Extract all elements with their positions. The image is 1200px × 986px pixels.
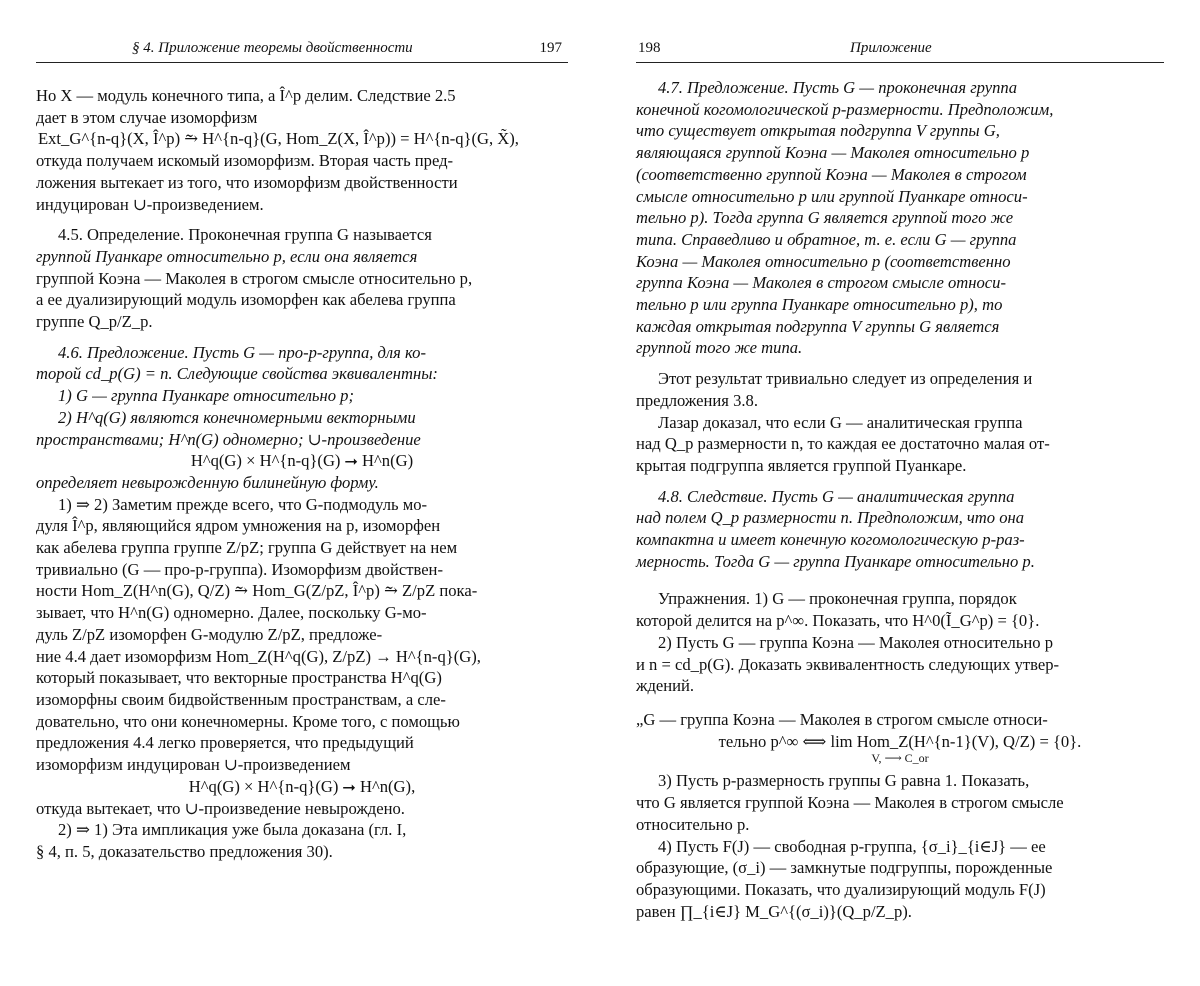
text-line: 4) Пусть F(J) — свободная p-группа, {σ_i}_{i∈J} — ее xyxy=(658,836,1046,856)
right-page-number: 198 xyxy=(638,40,661,56)
text-line: тривиально (G — про-p-группа). Изоморфизм двойствен- xyxy=(36,559,443,579)
text-line: Но X — модуль конечного типа, а Î^p делим. Следствие 2.5 xyxy=(36,86,456,105)
text-line: каждая открытая подгруппа V группы G является xyxy=(636,316,1000,336)
text-line: дает в этом случае изоморфизм xyxy=(36,107,258,127)
text-line: как абелева группа группе Z/pZ; группа G действует на нем xyxy=(36,538,458,558)
right-body xyxy=(636,77,1164,922)
text-line: образующими. Показать, что дуализирующий модуль F(J) xyxy=(636,879,1046,899)
text-line: Этот результат тривиально следует из определения и xyxy=(658,369,1033,389)
text-line: и n = cd_p(G). Доказать эквивалентность следующих утвер- xyxy=(636,654,1060,674)
corollary-heading: 4.8. Следствие. Пусть G — аналитическая группа xyxy=(658,486,1015,506)
right-header-title: Приложение xyxy=(850,40,932,56)
formula: H^q(G) × H^{n-q}(G) ⭢ H^n(G), xyxy=(188,776,416,796)
formula-subscript: V, ⟶ C_or xyxy=(871,751,929,766)
text-line: ложения вытекает из того, что изоморфизм двойственности xyxy=(36,172,458,192)
text-line: группе Q_p/Z_p. xyxy=(36,312,153,332)
text-line: 2) ⇒ 1) Эта импликация уже была доказана (гл. I, xyxy=(58,820,407,840)
text-line: торой cd_p(G) = n. Следующие свойства эквивалентны: xyxy=(36,364,438,384)
text-line: что G является группой Коэна — Маколея в строгом смысле xyxy=(636,793,1064,813)
definition-heading: 4.5. Определение. Проконечная группа G называется xyxy=(58,225,432,245)
formula: H^q(G) × H^{n-q}(G) ⭢ H^n(G) xyxy=(190,451,414,471)
proposition-heading: 4.6. Предложение. Пусть G — про-p-группа, для ко- xyxy=(58,342,426,362)
text-line: определяет невырожденную билинейную форму. xyxy=(36,472,379,492)
right-running-head xyxy=(636,32,1164,63)
text-line: ности Hom_Z(H^n(G), Q/Z) ⥲ Hom_G(Z/pZ, Î^p) ⥲ Z/pZ пока- xyxy=(36,581,478,601)
text-line: типа. Справедливо и обратное, т. е. если G — группа xyxy=(636,229,1017,249)
text-line: группой Коэна — Маколея в строгом смысле относительно p, xyxy=(36,268,473,288)
text-line: „G — группа Коэна — Маколея в строгом смысле относи- xyxy=(636,709,1048,729)
text-line: 3) Пусть p-размерность группы G равна 1. Показать, xyxy=(658,771,1030,791)
text-line: что существует открытая подгруппа V группы G, xyxy=(636,121,1000,141)
text-line: Лазар доказал, что если G — аналитическая группа xyxy=(658,412,1023,432)
text-line: предложения 3.8. xyxy=(636,390,758,410)
text-line: компактна и имеет конечную когомологическую p-раз- xyxy=(636,530,1025,550)
text-line: над Q_p размерности n, то каждая ее достаточно малая от- xyxy=(636,434,1050,454)
left-body xyxy=(36,85,568,863)
text-line: изоморфизм индуцирован ∪-произведением xyxy=(36,755,351,775)
text-line: пространствами; H^n(G) одномерно; ∪-произведение xyxy=(36,429,421,449)
text-line: дуль Z/pZ изоморфен G-модулю Z/pZ, предложе- xyxy=(36,624,383,644)
left-page xyxy=(36,0,568,863)
text-line: а ее дуализирующий модуль изоморфен как абелева группа xyxy=(36,290,456,310)
text-line: равен ∏_{i∈J} M_G^{(σ_i)}(Q_p/Z_p). xyxy=(636,901,912,921)
right-page xyxy=(636,0,1164,922)
text-line: группой того же типа. xyxy=(636,338,803,358)
left-running-head xyxy=(36,32,568,63)
text-line: смысле относительно p или группой Пуанкаре относи- xyxy=(636,186,1028,206)
text-line: которой делится на p^∞. Показать, что H^0(Ĩ_G^p) = {0}. xyxy=(636,611,1040,631)
text-line: 2) H^q(G) являются конечномерными векторными xyxy=(58,407,416,427)
text-line: относительно p. xyxy=(636,814,750,834)
text-line: тельно p). Тогда группа G является группой того же xyxy=(636,208,1014,228)
formula: тельно p^∞ ⟺ lim Hom_Z(H^{n-1}(V), Q/Z) = {0}. xyxy=(718,731,1082,751)
text-line: (соответственно группой Коэна — Маколея в строгом xyxy=(636,164,1027,184)
text-line: ждений. xyxy=(636,676,695,696)
text-line: откуда вытекает, что ∪-произведение невырождено. xyxy=(36,798,405,818)
text-line: являющаяся группой Коэна — Маколея относительно p xyxy=(636,143,1030,163)
text-line: крытая подгруппа является группой Пуанкаре. xyxy=(636,455,967,475)
text-line: 1) G — группа Пуанкаре относительно p; xyxy=(58,386,354,406)
text-line: группа Коэна — Маколея в строгом смысле относи- xyxy=(636,273,1006,293)
text-line: мерность. Тогда G — группа Пуанкаре относительно p. xyxy=(636,551,1035,571)
text-line: зывает, что H^n(G) одномерно. Далее, поскольку G-мо- xyxy=(36,603,427,623)
text-line: § 4, п. 5, доказательство предложения 30). xyxy=(36,841,333,861)
text-line: тельно p или группа Пуанкаре относительно p), то xyxy=(636,295,1003,315)
text-line: довательно, что они конечномерны. Кроме того, с помощью xyxy=(36,711,460,731)
text-line: откуда получаем искомый изоморфизм. Вторая часть пред- xyxy=(36,151,454,171)
text-line: ние 4.4 дает изоморфизм Hom_Z(H^q(G), Z/pZ) → H^{n-q}(G), xyxy=(36,646,481,666)
text-line: 2) Пусть G — группа Коэна — Маколея относительно p xyxy=(658,632,1054,652)
text-line: индуцирован ∪-произведением. xyxy=(36,194,264,214)
proposition-heading: 4.7. Предложение. Пусть G — проконечная группа xyxy=(658,78,1018,97)
formula: Ext_G^{n-q}(X, Î^p) ⥲ H^{n-q}(G, Hom_Z(X, Î^p)) = H^{n-q}(G, X̃), xyxy=(38,129,519,149)
text-line: предложения 4.4 легко проверяется, что предыдущий xyxy=(36,733,414,753)
left-header-title: § 4. Приложение теоремы двойственности xyxy=(132,40,413,56)
text-line: Коэна — Маколея относительно p (соответственно xyxy=(636,251,1011,271)
text-line: образующие, (σ_i) — замкнутые подгруппы, порожденные xyxy=(636,858,1053,878)
exercises-heading: Упражнения. 1) G — проконечная группа, порядок xyxy=(658,589,1017,609)
text-line: группой Пуанкаре относительно p, если она является xyxy=(36,246,418,266)
left-page-number: 197 xyxy=(539,40,562,56)
text-line: изоморфны своим бидвойственным пространствам, а сле- xyxy=(36,689,446,709)
text-line: 1) ⇒ 2) Заметим прежде всего, что G-подмодуль мо- xyxy=(58,494,428,514)
text-line: конечной когомологической p-размерности. Предположим, xyxy=(636,99,1054,119)
text-line: над полем Q_p размерности n. Предположим, что она xyxy=(636,508,1025,528)
text-line: который показывает, что векторные пространства H^q(G) xyxy=(36,668,442,688)
text-line: дуля Î^p, являющийся ядром умножения на p, изоморфен xyxy=(36,516,441,536)
